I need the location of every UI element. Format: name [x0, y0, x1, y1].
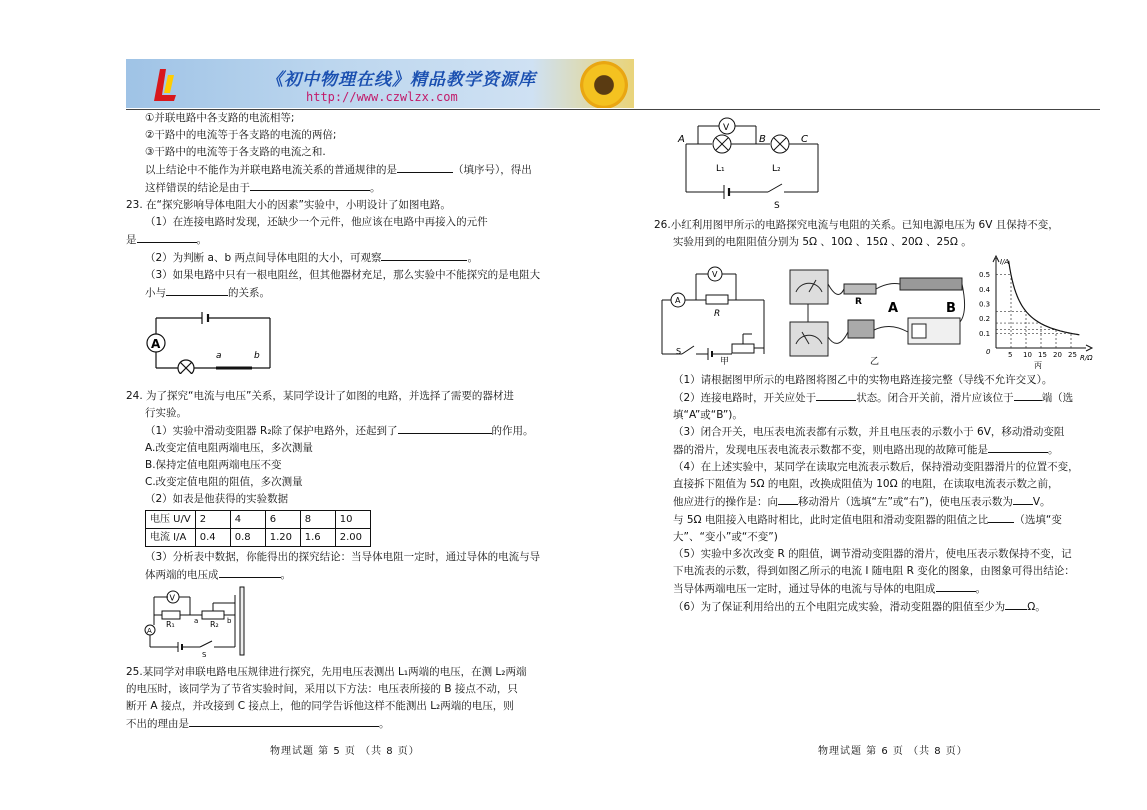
intro-line-3: ③干路中的电流等于各支路的电流之和.	[145, 146, 326, 158]
q23-part1: （1）在连接电路时发现，还缺少一个元件，他应该在电路中再接入的元件	[145, 216, 488, 228]
q26-stem-block	[654, 217, 1104, 251]
q26-part4b: 直接拆下阻值为 5Ω 的电阻，改换成阻值为 10Ω 的电阻，在读取电流表示数之前，	[673, 478, 1059, 490]
intro-line-1: ①并联电路中各支路的电流相等;	[145, 112, 295, 124]
answer-blank[interactable]	[1013, 493, 1033, 505]
point-c-label: C	[801, 134, 808, 145]
q24-option-c[interactable]: C.改变定值电阻的阻值，多次测量	[145, 476, 303, 488]
figure-jia-circuit	[656, 262, 774, 366]
y-tick-label: 0.5	[979, 271, 991, 280]
point-a-label: a	[194, 617, 199, 625]
point-b-label: B	[759, 134, 766, 145]
origin-label: 0	[986, 348, 991, 356]
q26-part5c: 当导体两端电压一定时，通过导体的电流与导体的电阻成 。	[654, 580, 1104, 598]
intro-line-2: ②干路中的电流等于各支路的电流的两倍;	[145, 129, 337, 141]
table-cell: 1.20	[265, 529, 300, 547]
q23-part3b: 小与 的关系。	[126, 284, 576, 302]
voltmeter-label: V	[712, 270, 718, 279]
q23-stem: 23. 在“探究影响导体电阻大小的因素”实验中，小明设计了如图电路。	[126, 199, 451, 211]
q26-part3: （3）闭合开关，电压表电流表都有示数，并且电压表的示数小于 6V，移动滑动变阻	[673, 426, 1065, 438]
table-cell: 电压 U/V	[146, 511, 196, 529]
r1-label: R₁	[166, 620, 175, 629]
y-tick-label: 0.1	[979, 329, 991, 338]
table-cell: 2.00	[335, 529, 370, 547]
banner-title: 《初中物理在线》精品教学资源库	[266, 70, 536, 90]
voltmeter-label: V	[169, 593, 175, 603]
answer-blank[interactable]	[250, 179, 370, 191]
table-cell: 4	[230, 511, 265, 529]
ammeter-label: A	[675, 296, 681, 305]
table-cell: 10	[335, 511, 370, 529]
switch-label: S	[774, 201, 780, 211]
table-cell: 0.4	[195, 529, 230, 547]
logo-icon	[150, 65, 180, 103]
switch-label: S	[676, 347, 682, 356]
q26-part4d: 与 5Ω 电阻接入电路时相比，此时定值电阻和滑动变阻器的阻值之比 （选填“变	[654, 511, 1104, 529]
header-banner	[126, 59, 634, 108]
q25-block	[126, 664, 576, 733]
table-row	[146, 511, 371, 529]
y-tick-label: 0.4	[979, 285, 991, 294]
q26-parts	[654, 372, 1104, 616]
point-b-label: b	[254, 351, 260, 361]
q23-circuit-diagram	[140, 310, 280, 374]
q26-part3b: 器的滑片，发现电压表电流表示数都不变，则电路出现的故障可能是 。	[654, 441, 1104, 459]
figure-bing-chart	[976, 254, 1102, 372]
q26-part1: （1）请根据图甲所示的电路图将图乙中的实物电路连接完整（导线不允许交叉）。	[673, 374, 1053, 386]
figure-yi-apparatus	[778, 262, 968, 366]
q25-line-4: 不出的理由是 。	[126, 715, 576, 733]
q26-part4c: 他应进行的操作是：向 移动滑片（选填“左”或“右”)，使电压表示数为 V。	[654, 493, 1104, 511]
answer-blank[interactable]	[189, 715, 379, 727]
answer-blank[interactable]	[381, 249, 467, 261]
q24-part2: （2）如表是他获得的实验数据	[145, 493, 289, 505]
terminal-a-label: A	[888, 301, 899, 316]
voltmeter-label: V	[723, 123, 730, 133]
q24-circuit-diagram	[140, 585, 248, 657]
table-cell: 电流 I/A	[146, 529, 196, 547]
answer-blank[interactable]	[988, 441, 1048, 453]
x-tick-label: 5	[1008, 351, 1013, 359]
answer-blank[interactable]	[816, 389, 856, 401]
l2-label: L₂	[772, 164, 781, 174]
ammeter-label: A	[147, 627, 152, 635]
figure-jia-label: 甲	[720, 357, 730, 366]
y-tick-label: 0.2	[979, 315, 991, 324]
answer-blank[interactable]	[936, 580, 976, 592]
q24-block	[126, 388, 576, 584]
q25-line-3: 断开 A 接点，并改接到 C 接点上，他的同学告诉他这样不能测出 L₂两端的电压，则	[126, 700, 514, 712]
point-a-label: A	[678, 134, 685, 145]
table-cell: 2	[195, 511, 230, 529]
point-b-label: b	[227, 617, 232, 625]
table-cell: 8	[300, 511, 335, 529]
answer-blank[interactable]	[137, 231, 197, 243]
q24-option-b[interactable]: B.保持定值电阻两端电压不变	[145, 459, 282, 471]
y-tick-label: 0.3	[979, 300, 991, 309]
q26-part4e: 大”、“变小”或“不变”)	[673, 531, 778, 543]
left-column	[126, 110, 576, 302]
q24-part3: （3）分析表中数据，你能得出的探究结论：当导体电阻一定时，通过导体的电流与导	[145, 551, 541, 563]
answer-blank[interactable]	[219, 566, 281, 578]
sunflower-icon	[580, 61, 628, 108]
q24-stem-2: 行实验。	[145, 407, 187, 419]
x-tick-label: 20	[1053, 351, 1062, 359]
point-a-label: a	[216, 351, 222, 361]
q24-stem: 24. 为了探究“电流与电压”关系，某同学设计了如图的电路，并选择了需要的器材进	[126, 390, 514, 402]
table-cell: 1.6	[300, 529, 335, 547]
page-footer-left: 物理试题 第 5 页 （共 8 页）	[270, 746, 420, 757]
q23-part3: （3）如果电路中只有一根电阻丝，但其他器材充足，那么实验中不能探究的是电阻大	[145, 269, 541, 281]
q23-part1b: 是 。	[126, 231, 576, 249]
q26-part5b: 下电流表的示数，得到如图乙所示的电流 I 随电阻 R 变化的图象，由图象可得出结论：	[673, 565, 1075, 577]
ammeter-label: A	[151, 337, 161, 351]
q25-line-1: 25.某同学对串联电路电压规律进行探究，先用电压表测出 L₁两端的电压，在测 L₂两端	[126, 666, 527, 678]
x-tick-label: 10	[1023, 351, 1032, 359]
q26-part4: （4）在上述实验中，某同学在读取完电流表示数后，保持滑动变阻器滑片的位置不变，	[673, 461, 1079, 473]
page-footer-right: 物理试题 第 6 页 （共 8 页）	[818, 746, 968, 757]
conclusion-line-2: 这样错误的结论是由于 。	[126, 179, 576, 197]
q26-part5: （5）实验中多次改变 R 的阻值，调节滑动变阻器的滑片，使电压表示数保持不变，记	[673, 548, 1072, 560]
terminal-b-label: B	[946, 301, 956, 316]
q24-part3b: 体两端的电压成 。	[126, 566, 576, 584]
q23-part2: （2）为判断 a、b 两点间导体电阻的大小，可观察 。	[126, 249, 576, 267]
x-tick-label: 15	[1038, 351, 1047, 359]
data-table	[145, 510, 371, 547]
x-tick-label: 25	[1068, 351, 1077, 359]
answer-blank[interactable]	[166, 284, 228, 296]
current-curve	[1009, 261, 1080, 335]
resistor-r-label: R	[714, 309, 721, 319]
banner-url[interactable]: http://www.czwlzx.com	[306, 90, 458, 104]
q25-line-2: 的电压时，该同学为了节省实验时间，采用以下方法：电压表所接的 B 接点不动，只	[126, 683, 518, 695]
answer-blank[interactable]	[1005, 598, 1027, 610]
q26-stem: 26.小红利用图甲所示的电路探究电流与电阻的关系。已知电源电压为 6V 且保持不变，	[654, 219, 1059, 231]
conclusion-line: 以上结论中不能作为并联电路电流关系的普通规律的是 （填序号），得出	[126, 161, 576, 179]
figure-bing-label: 丙	[1034, 361, 1042, 370]
figure-yi-label: 乙	[870, 357, 880, 366]
r2-label: R₂	[210, 620, 219, 629]
table-cell: 0.8	[230, 529, 265, 547]
x-axis-label: R/Ω	[1080, 354, 1093, 362]
q26-stem-2: 实验用到的电阻阻值分别为 5Ω 、10Ω 、15Ω 、20Ω 、25Ω 。	[673, 236, 972, 248]
q26-part2b: 填“A”或“B”)。	[673, 409, 743, 421]
resistor-r-label: R	[855, 297, 862, 307]
switch-label: S	[202, 651, 207, 657]
q24-part1: （1）实验中滑动变阻器 R₂除了保护电路外，还起到了 的作用。	[126, 422, 576, 440]
answer-blank[interactable]	[988, 511, 1014, 523]
series-circuit-diagram	[676, 112, 826, 212]
y-axis-label: I/A	[1000, 258, 1010, 266]
q24-option-a[interactable]: A.改变定值电阻两端电压，多次测量	[145, 442, 313, 454]
table-cell: 6	[265, 511, 300, 529]
q26-part2: （2）连接电路时，开关应处于 状态。闭合开关前，滑片应该位于 端（选	[654, 389, 1104, 407]
l1-label: L₁	[716, 164, 725, 174]
answer-blank[interactable]	[1014, 389, 1042, 401]
answer-blank[interactable]	[778, 493, 798, 505]
q26-part6: （6）为了保证利用给出的五个电阻完成实验，滑动变阻器的阻值至少为 Ω。	[654, 598, 1104, 616]
answer-blank[interactable]	[398, 422, 492, 434]
answer-blank[interactable]	[397, 161, 453, 173]
table-row	[146, 529, 371, 547]
